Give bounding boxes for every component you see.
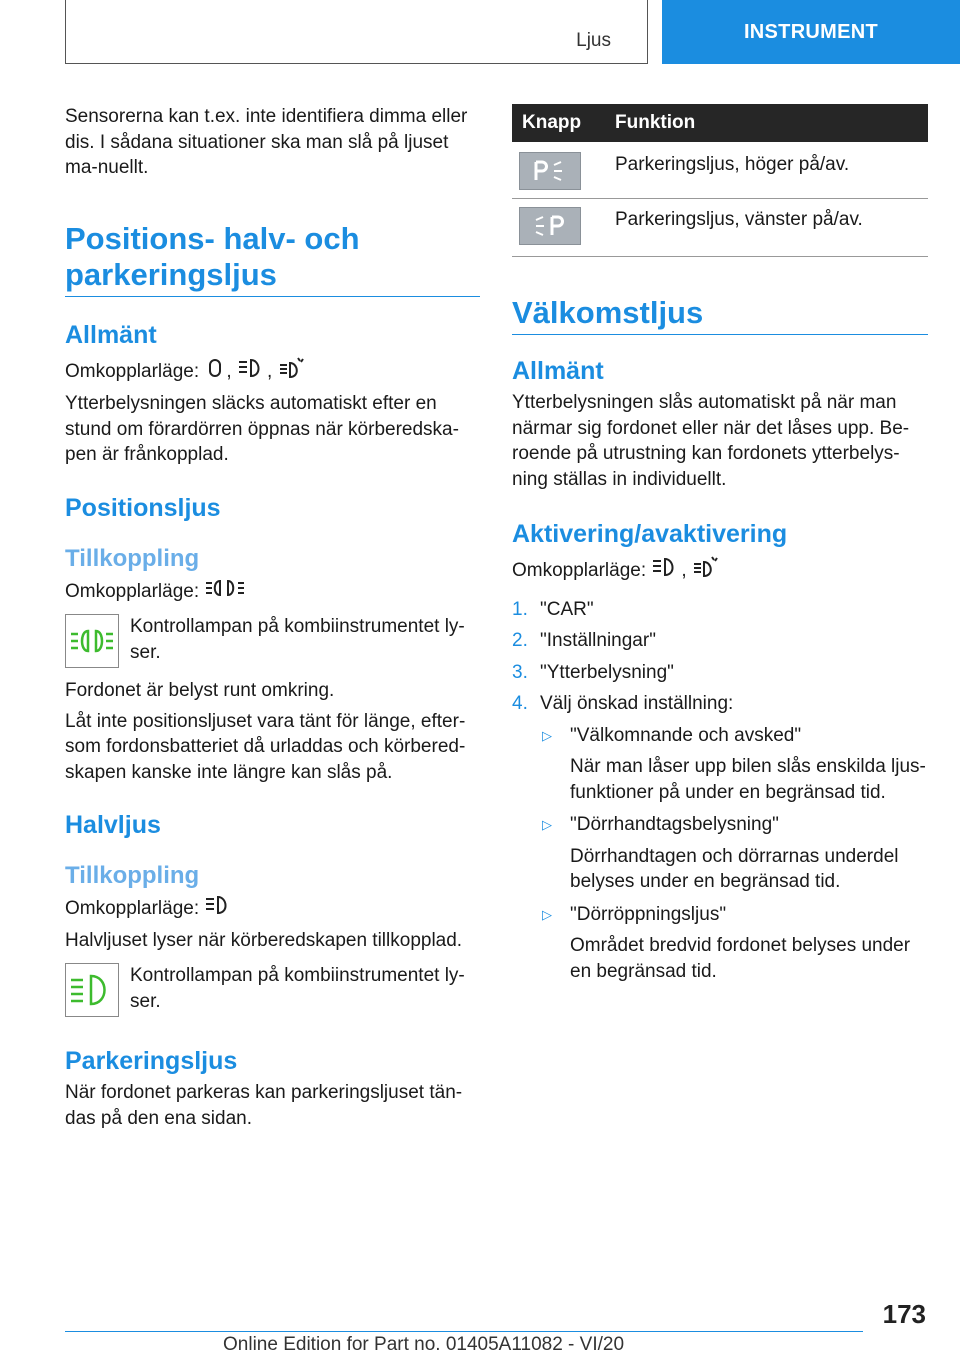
footer-divider	[65, 1331, 863, 1332]
main-heading-line2: parkeringsljus	[65, 256, 277, 292]
table-row-text-2: Parkeringsljus, vänster på/av.	[615, 209, 863, 230]
footer-edition: Online Edition for Part no. 01405A11082 - VI/20	[223, 1334, 625, 1355]
position-text-1: Fordonet är belyst runt omkring.	[65, 680, 335, 701]
list-item: ▷ "Dörrhandtagsbelysning" Dörrhandtagen och dörrarnas underdel belyses under en begränsad tid.	[542, 812, 928, 895]
allmant-text: Ytterbelysningen släcks automatiskt efter en stund om förardörren öppnas när körberedska-pen är frånkopplad.	[65, 393, 459, 465]
list-item: 2. "Inställningar"	[512, 630, 656, 651]
list-item: ▷ "Dörröppningsljus" Området bredvid fordonet belyses under en begränsad tid.	[542, 902, 928, 985]
intro-text: Sensorerna kan t.ex. inte identifiera dimma eller dis. I sådana situationer ska man slå på ljuset ma-nuellt.	[65, 106, 468, 178]
list-item: ▷ "Välkomnande och avsked" När man låser upp bilen slås enskilda ljus-funktioner på under en begränsad tid.	[542, 723, 928, 806]
halvljus-lamp-text: Kontrollampan på kombiinstrumentet ly-ser.	[130, 965, 465, 1012]
section-title: Ljus	[576, 30, 611, 51]
low-beam-icon	[651, 556, 681, 586]
welcome-heading-text: Välkomstljus	[512, 295, 704, 330]
triangle-bullet-icon: ▷	[542, 817, 552, 832]
steps-list	[512, 597, 928, 717]
main-heading	[65, 221, 480, 297]
position-lamp-row	[65, 614, 480, 668]
heading-allmant: Allmänt	[65, 320, 157, 349]
switch-label: Omkopplarläge:	[65, 897, 200, 919]
list-item: 4. Välj önskad inställning:	[512, 693, 734, 714]
low-beam-lamp-indicator	[65, 963, 119, 1017]
switch-label: Omkopplarläge:	[512, 559, 647, 581]
switch-label: Omkopplarläge:	[65, 580, 200, 602]
low-beam-auto-icon	[237, 357, 267, 387]
switch-line-allmant: Omkopplarläge: , ,	[65, 356, 480, 388]
main-heading-line1: Positions- halv- och	[65, 220, 360, 256]
options-list	[512, 723, 928, 985]
list-item: 1. "CAR"	[512, 598, 594, 620]
table-header	[512, 104, 928, 142]
halvljus-text-1: Halvljuset lyser när körberedskapen tillkopplad.	[65, 929, 463, 951]
parking-right-button[interactable]	[519, 152, 581, 190]
parking-right-icon	[530, 158, 570, 184]
auto-light-icon	[692, 555, 722, 587]
switch-line-aktivering: Omkopplarläge: ,	[512, 555, 928, 587]
table-col-knapp: Knapp	[522, 112, 582, 133]
halvljus-lamp-row	[65, 963, 480, 1017]
low-beam-icon	[204, 894, 234, 924]
triangle-bullet-icon: ▷	[542, 727, 552, 743]
chapter-tab[interactable]: INSTRUMENT	[662, 0, 960, 64]
heading-parkeringsljus: Parkeringsljus	[65, 1047, 238, 1075]
welcome-allmant-text: Ytterbelysningen slås automatiskt på när man närmar sig fordonet eller när det låses upp. Be-roende på utrustning kan fordonets ytterbelys-ning ställas in individuellt.	[512, 392, 910, 490]
subheading-tillkoppling-1: Tillkoppling	[65, 544, 200, 572]
position-lamp-text: Kontrollampan på kombiinstrumentet ly-ser.	[130, 616, 465, 663]
switch-line-position	[65, 577, 480, 607]
right-column	[512, 104, 928, 984]
parking-left-icon	[530, 213, 570, 239]
heading-aktivering: Aktivering/avaktivering	[512, 520, 788, 548]
table-row	[512, 142, 928, 199]
auto-light-icon	[278, 356, 308, 388]
switch-label: Omkopplarläge:	[65, 360, 200, 382]
heading-positionsljus: Positionsljus	[65, 493, 221, 522]
table-row-text-1: Parkeringsljus, höger på/av.	[615, 154, 850, 175]
position-lamp-indicator	[65, 614, 119, 668]
table-col-funktion: Funktion	[615, 112, 696, 133]
position-text-2: Låt inte positionsljuset vara tänt för länge, efter-som fordonsbatteriet då urladdas och körbered-skapen kanske inte längre kan slås på.	[65, 710, 466, 783]
switch-off-icon	[204, 357, 226, 387]
table-row	[512, 199, 928, 257]
position-light-icon	[204, 577, 254, 607]
subheading-tillkoppling-2: Tillkoppling	[65, 862, 200, 889]
heading-halvljus: Halvljus	[65, 811, 161, 839]
switch-line-halvljus	[65, 894, 480, 924]
triangle-bullet-icon: ▷	[542, 906, 552, 922]
page-number: 173	[882, 1299, 926, 1329]
heading-allmant-right: Allmänt	[512, 357, 604, 385]
parkeringsljus-text: När fordonet parkeras kan parkeringsljuset tän-das på den ena sidan.	[65, 1082, 463, 1129]
left-column	[65, 104, 480, 1131]
welcome-heading	[512, 295, 928, 335]
parking-left-button[interactable]	[519, 207, 581, 245]
header-box	[65, 0, 648, 64]
list-item: 3. "Ytterbelysning"	[512, 661, 674, 683]
